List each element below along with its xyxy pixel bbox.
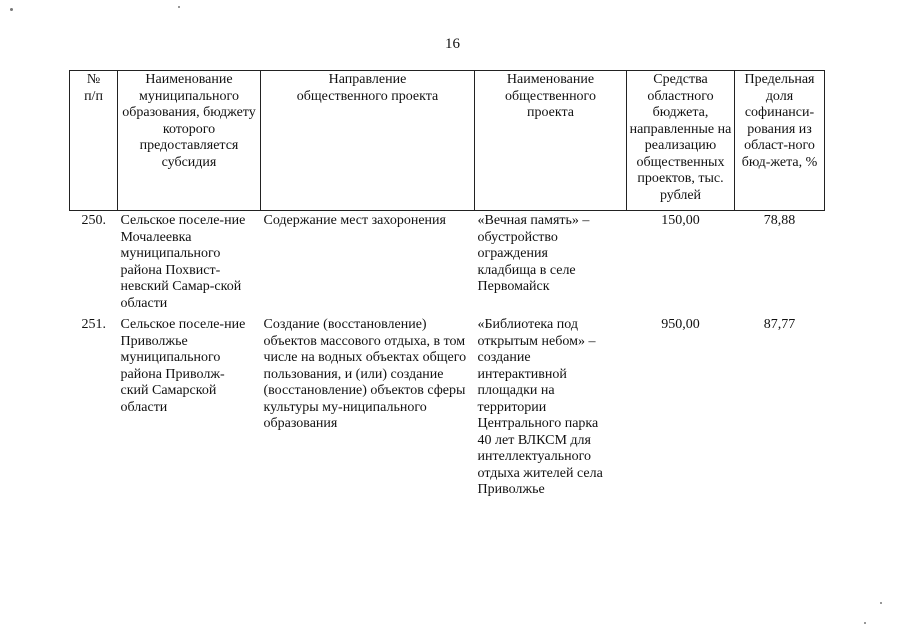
header-direction-label: Направление общественного проекта: [296, 72, 439, 104]
subsidy-table: [69, 70, 825, 499]
row-funds: 950,00: [661, 317, 700, 332]
page-number: 16: [445, 36, 460, 52]
header-municipality-label: Наименование муниципального образования, бюджету которого предоставляется субсидия: [122, 72, 256, 170]
scan-speck: [10, 8, 13, 11]
header-funds: [627, 71, 735, 211]
row-number: 251.: [81, 317, 106, 332]
row-direction: Содержание мест захоронения: [263, 213, 446, 228]
table-row: [70, 312, 825, 499]
scan-speck: [178, 6, 180, 8]
row-share: 87,77: [763, 317, 796, 332]
header-direction: [261, 71, 475, 211]
header-share-label: Предельная доля софинанси-рования из област-ного бюд-жета, %: [741, 72, 818, 170]
row-municipality: Сельское поселе-ние Приволжье муниципального района Приволж-ский Самарской области: [120, 317, 246, 415]
row-funds: 150,00: [661, 213, 700, 228]
scan-speck: [864, 622, 866, 624]
table-row: [70, 211, 825, 313]
header-project-label: Наименование общественного проекта: [505, 72, 596, 120]
row-project: «Вечная память» – обустройство ограждения кладбища в селе Первомайск: [477, 213, 590, 294]
row-municipality: Сельское поселе-ние Мочалеевка муниципального района Похвист-невский Самар-ской области: [120, 213, 246, 311]
table-header-row: [70, 71, 825, 211]
header-funds-label: Средства областного бюджета, направленные на реализацию общественных проектов, тыс. рублей: [629, 72, 732, 203]
header-share: [735, 71, 825, 211]
scan-speck: [880, 602, 882, 604]
header-number-label: № п/п: [84, 72, 103, 104]
row-direction: Создание (восстановление) объектов массового отдыха, в том числе на водных объектах общего пользования, и (или) создание (восстановление) объектов сферы культуры му-ниципального образования: [263, 317, 467, 431]
header-municipality: [118, 71, 261, 211]
row-share: 78,88: [763, 213, 796, 228]
row-number: 250.: [81, 213, 106, 228]
row-project: «Библиотека под открытым небом» – создание интерактивной площадки на территории Центрального парка 40 лет ВЛКСМ для интеллектуального отдыха жителей села Приволжье: [477, 317, 603, 497]
header-number: [70, 71, 118, 211]
header-project: [475, 71, 627, 211]
